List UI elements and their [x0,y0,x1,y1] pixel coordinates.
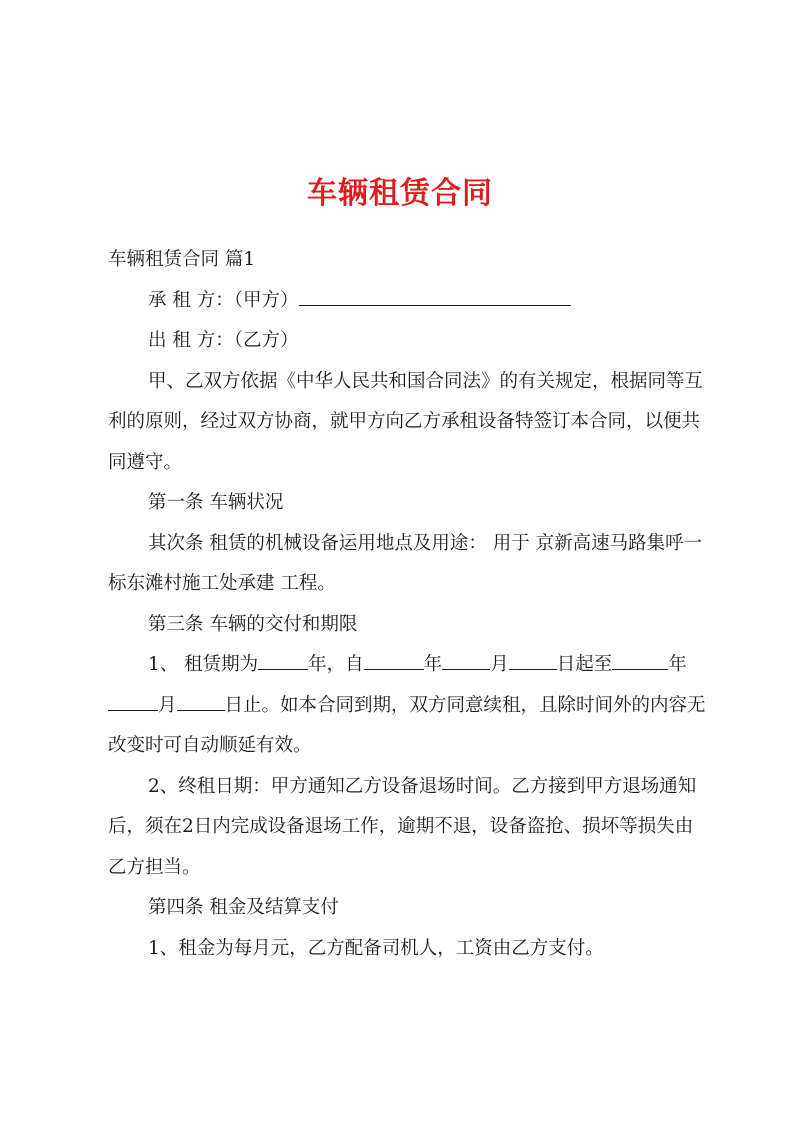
lease-text-end-month: 月 [158,694,177,716]
lease-term-prefix: 1、 租赁期为 [148,654,259,675]
lease-text-month: 月 [490,654,509,675]
end-day-blank [177,690,225,711]
end-month-blank [108,690,158,711]
article-2-paragraph: 其次条 租赁的机械设备运用地点及用途： 用于 京新高速马路集呼一标东滩村施工处承建 工程。 [108,532,703,594]
start-year-blank [364,649,424,670]
end-year-blank [612,649,668,670]
lease-text-year: 年 [423,654,443,675]
party-a-line [108,281,706,322]
contract-subtitle: 车辆租赁合同 篇1 [108,249,256,270]
party-a-label: 承 租 方：（甲方） [148,289,299,311]
lease-years-blank [258,649,308,670]
lease-text-rest: 日止。如本合同到期，双方同意续租，且除时间外的内容无改变时可自动顺延有效。 [108,694,706,756]
party-a-blank [299,285,571,306]
lease-text-end-year: 年 [668,654,687,675]
article-4-heading: 第四条 租金及结算支付 [148,897,339,918]
lease-text-year-from: 年，自 [308,654,364,675]
article-3-heading: 第三条 车辆的交付和期限 [148,613,358,635]
preamble-paragraph: 甲、乙双方依据《中华人民共和国合同法》的有关规定，根据同等互利的原则，经过双方协商，就甲方向乙方承租设备特签订本合同，以便共同遵守。 [108,370,704,473]
article-4-item-1: 1、租金为每月元，乙方配备司机人，工资由乙方支付。 [148,937,604,959]
start-day-blank [509,649,557,670]
start-month-blank [442,649,490,670]
article-3-item-1 [108,645,706,767]
document-title: 车辆租赁合同 [307,176,493,211]
lease-text-day-until: 日起至 [556,654,613,675]
document-body [108,240,706,969]
party-b-line [108,321,706,362]
article-1-heading: 第一条 车辆状况 [148,492,284,513]
party-b-label: 出 租 方：（乙方） [148,330,299,351]
article-3-item-2: 2、终租日期：甲方通知乙方设备退场时间。乙方接到甲方退场通知后，须在2日内完成设备退场工作，逾期不退，设备盗抢、损坏等损失由乙方担当。 [108,775,697,878]
